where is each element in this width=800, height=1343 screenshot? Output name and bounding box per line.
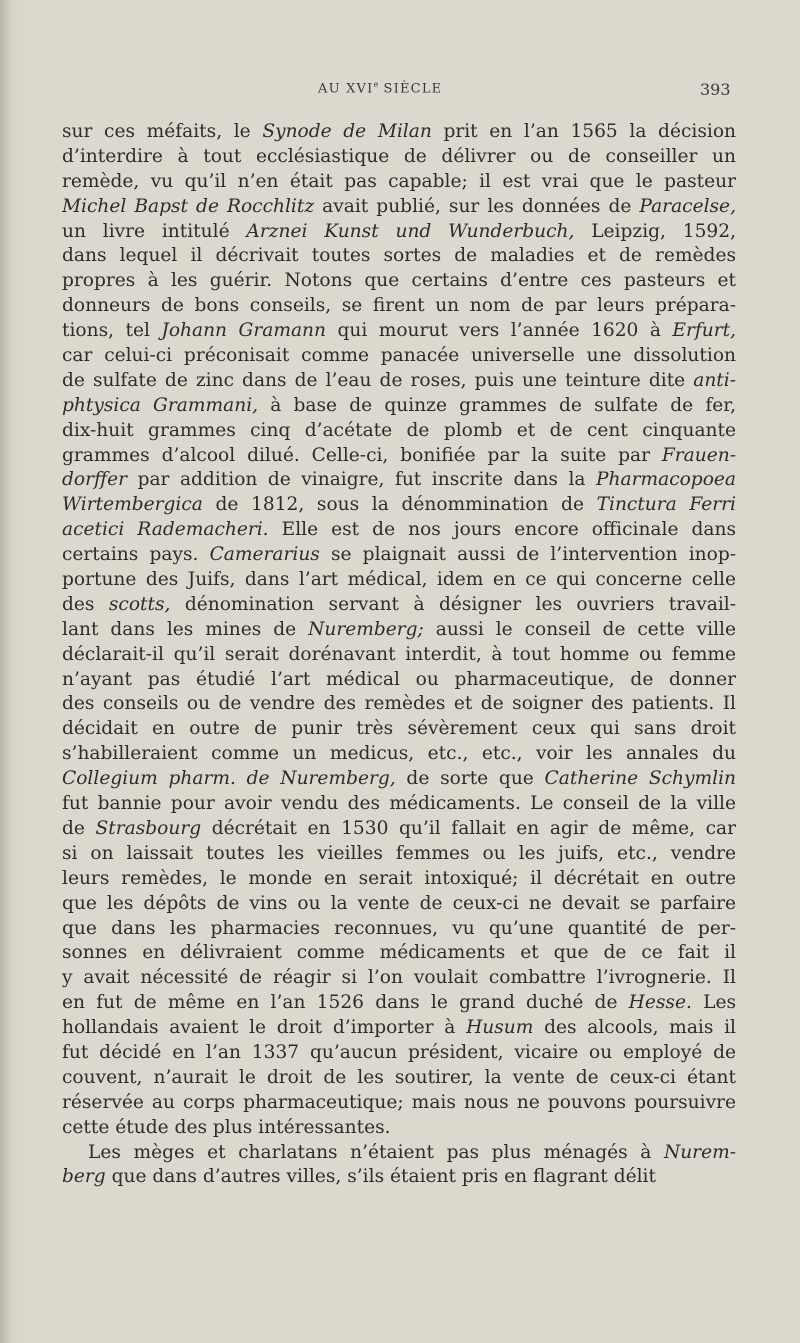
text-segment: décidait en outre de punir très sévèrement ceux qui sans droit (62, 718, 736, 740)
text-segment: des alcools, mais il (533, 1017, 736, 1039)
italic-text: Paracelse, (639, 195, 736, 217)
italic-text: Michel Bapst de Rocchlitz (62, 195, 315, 217)
text-line (62, 1165, 736, 1190)
text-line (62, 1041, 736, 1066)
text-line (62, 867, 736, 892)
italic-text: Strasbourg (95, 817, 202, 839)
italic-text: Synode de Milan (262, 121, 432, 142)
italic-text: Erfurt, (672, 320, 736, 342)
text-segment: dans lequel il décrivait toutes sortes de maladies et de remèdes (62, 245, 736, 267)
text-segment: qui mourut vers l’année 1620 à (325, 320, 673, 342)
running-head-title: AU XVIe SIÈCLE (318, 80, 443, 97)
text-line (62, 643, 736, 668)
text-line (62, 1066, 736, 1091)
text-line (62, 842, 736, 867)
text-line (62, 792, 736, 817)
text-segment: portune des Juifs, dans l’art médical, idem en ce qui concerne celle (62, 569, 736, 591)
text-line (62, 120, 736, 145)
text-line (62, 344, 736, 369)
text-segment: des conseils ou de vendre des remèdes et de soigner des patients. Il (62, 693, 736, 715)
text-segment: fut décidé en l’an 1337 qu’aucun président, vicaire ou employé de (62, 1041, 736, 1063)
text-line (62, 742, 736, 767)
text-segment: sonnes en délivraient comme médicaments et que de ce fait il (62, 942, 736, 964)
text-segment: réservée au corps pharmaceutique; mais nous ne pouvons poursuivre (62, 1091, 736, 1113)
running-head (0, 80, 800, 100)
text-line (62, 1141, 736, 1166)
text-segment: dénomination servant à désigner les ouvriers travail- (170, 593, 736, 615)
text-line (62, 444, 736, 469)
text-segment: prit en l’an 1565 la décision (431, 121, 736, 142)
text-line (62, 941, 736, 966)
italic-text: Frauen- (661, 444, 736, 466)
text-line (62, 966, 736, 991)
italic-text: Camerarius (209, 544, 320, 566)
text-line (62, 244, 736, 269)
body-text (62, 120, 736, 1190)
italic-text: Collegium pharm. de Nuremberg, (62, 768, 396, 790)
text-segment: car celui-ci préconisait comme panacée universelle une dissolution (62, 345, 736, 367)
text-line (62, 618, 736, 643)
text-segment: à base de quinze grammes de sulfate de fer, (258, 394, 736, 416)
text-segment: Elle est de nos jours encore officinale dans (268, 519, 736, 541)
text-segment: Les (691, 992, 736, 1014)
text-segment: de sulfate de zinc dans de l’eau de roses, puis une teinture dite (62, 369, 694, 391)
text-line (62, 269, 736, 294)
text-line (62, 692, 736, 717)
text-segment: que dans d’autres villes, s’ils étaient pris en flagrant délit (105, 1166, 656, 1188)
text-segment: cette étude des plus intéressantes. (62, 1116, 391, 1138)
text-line (62, 518, 736, 543)
text-segment: propres à les guérir. Notons que certains d’entre ces pasteurs et (62, 270, 736, 292)
italic-text: Wirtembergica (62, 494, 203, 516)
text-line (62, 468, 736, 493)
text-segment: tions, tel (62, 320, 162, 342)
italic-text: Arznei Kunst und Wunderbuch, (246, 220, 575, 242)
text-segment: si on laissait toutes les vieilles femmes ou les juifs, etc., vendre (62, 842, 736, 864)
text-line (62, 892, 736, 917)
text-segment: n’ayant pas étudié l’art médical ou pharmaceutique, de donner (62, 668, 736, 690)
italic-text: Husum (466, 1017, 534, 1039)
text-line (62, 1116, 736, 1141)
text-segment: en fut de même en l’an 1526 dans le grand duché de (62, 992, 629, 1014)
text-line (62, 568, 736, 593)
text-segment: décrétait en 1530 qu’il fallait en agir de même, car (201, 817, 736, 839)
text-line (62, 543, 736, 568)
text-segment: dix-huit grammes cinq d’acétate de plomb et de cent cinquante (62, 419, 736, 441)
text-segment: par addition de vinaigre, fut inscrite dans la (127, 469, 597, 491)
text-line (62, 369, 736, 394)
italic-text: Tinctura Ferri (596, 494, 736, 516)
text-line (62, 1091, 736, 1116)
italic-text: Nurem- (663, 1141, 736, 1163)
text-segment: avait publié, sur les données de (314, 195, 640, 217)
text-line (62, 220, 736, 245)
text-line (62, 817, 736, 842)
italic-text: phtysica Grammani, (62, 394, 259, 416)
text-segment: leurs remèdes, le monde en serait intoxiqué; il décrétait en outre (62, 867, 736, 889)
text-segment: couvent, n’aurait le droit de les soutirer, la vente de ceux-ci étant (62, 1066, 736, 1088)
text-line (62, 668, 736, 693)
text-segment: des (62, 593, 109, 615)
italic-text: acetici Rademacheri. (62, 519, 269, 541)
text-line (62, 145, 736, 170)
text-segment: de sorte que (395, 768, 545, 790)
text-line (62, 170, 736, 195)
italic-text: scotts, (108, 593, 171, 615)
text-segment: que dans les pharmacies reconnues, vu qu’une quantité de per- (62, 917, 736, 939)
text-line (62, 294, 736, 319)
italic-text: Johann Gramann (161, 320, 326, 342)
text-segment: certains pays. (62, 544, 210, 566)
text-segment: grammes d’alcool dilué. Celle-ci, bonifiée par la suite par (62, 444, 662, 466)
text-line (62, 319, 736, 344)
text-segment: d’interdire à tout ecclésiastique de délivrer ou de conseiller un (62, 145, 736, 167)
text-segment: remède, vu qu’il n’en était pas capable; il est vrai que le pasteur (62, 170, 736, 192)
text-line (62, 991, 736, 1016)
text-segment: un livre intitulé (62, 220, 247, 242)
text-segment: lant dans les mines de (62, 618, 309, 640)
text-segment: s’habilleraient comme un medicus, etc., etc., voir les annales du (62, 743, 736, 765)
text-segment: aussi le conseil de cette ville (423, 618, 736, 640)
italic-text: Hesse. (628, 992, 692, 1014)
italic-text: dorffer (62, 469, 128, 491)
text-segment: Les mèges et charlatans n’étaient pas plus ménagés à (88, 1141, 664, 1163)
italic-text: Pharmacopoea (596, 469, 736, 491)
text-line (62, 1016, 736, 1041)
page-gutter-shadow (0, 0, 10, 1343)
italic-text: Nuremberg; (308, 618, 424, 640)
text-line (62, 419, 736, 444)
text-line (62, 767, 736, 792)
text-segment: donneurs de bons conseils, se firent un nom de par leurs prépara- (62, 295, 736, 317)
text-segment: se plaignait aussi de l’intervention inop- (319, 544, 736, 566)
text-line (62, 394, 736, 419)
text-line (62, 593, 736, 618)
text-segment: y avait nécessité de réagir si l’on voulait combattre l’ivrognerie. Il (62, 967, 736, 989)
text-line (62, 717, 736, 742)
text-segment: que les dépôts de vins ou la vente de ceux-ci ne devait se parfaire (62, 892, 736, 914)
italic-text: anti- (693, 369, 736, 391)
text-segment: sur ces méfaits, le (62, 121, 263, 142)
text-line (62, 195, 736, 220)
text-segment: Leipzig, 1592, (574, 220, 736, 242)
text-segment: de (62, 817, 96, 839)
text-segment: fut bannie pour avoir vendu des médicaments. Le conseil de la ville (62, 793, 736, 815)
italic-text: Catherine Schymlin (544, 768, 736, 790)
text-segment: déclarait-il qu’il serait dorénavant interdit, à tout homme ou femme (62, 643, 736, 665)
text-line (62, 917, 736, 942)
page-number: 393 (700, 80, 731, 99)
italic-text: berg (62, 1166, 106, 1188)
text-line (62, 493, 736, 518)
text-segment: hollandais avaient le droit d’importer à (62, 1017, 467, 1039)
text-segment: de 1812, sous la dénommination de (202, 494, 597, 516)
